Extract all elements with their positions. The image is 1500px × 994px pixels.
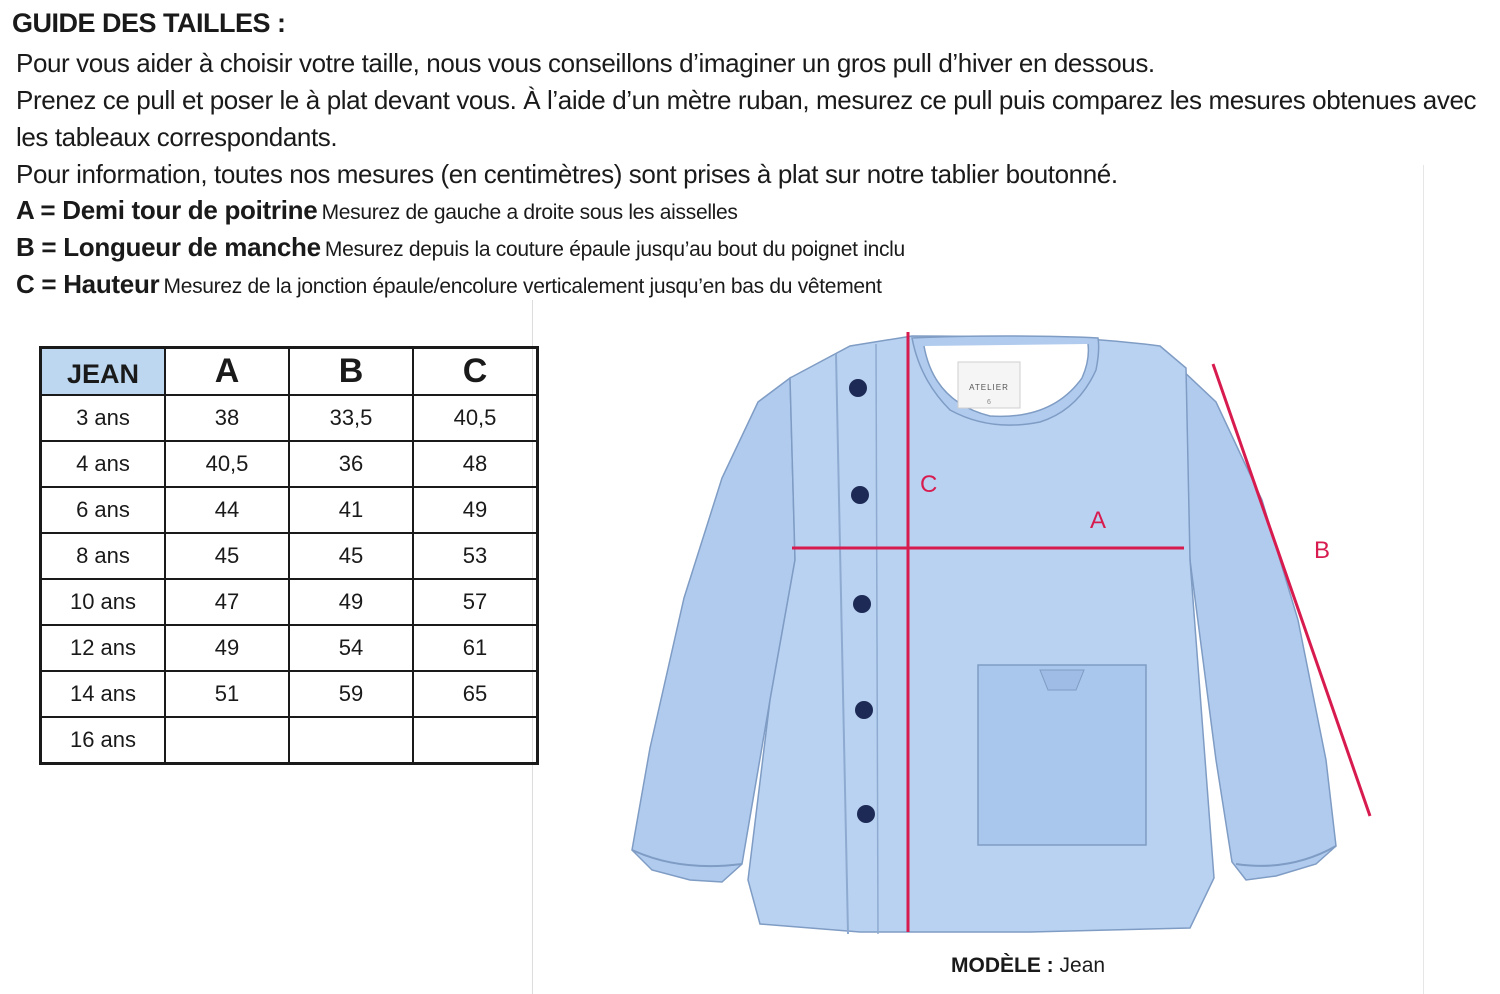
a-cell: 44 — [165, 487, 289, 533]
label-b: B — [1314, 537, 1331, 564]
label-a: A — [1090, 507, 1107, 534]
table-row — [41, 487, 538, 533]
c-cell — [413, 717, 538, 764]
table-row — [41, 671, 538, 717]
table-row — [41, 395, 538, 441]
a-cell: 49 — [165, 625, 289, 671]
definition-a-key: A = Demi tour de poitrine — [16, 195, 318, 225]
page-title: GUIDE DES TAILLES : — [12, 8, 286, 38]
size-cell: 3 ans — [41, 395, 166, 441]
garment-diagram — [620, 320, 1400, 940]
label-c: C — [920, 471, 938, 498]
garment-button — [849, 379, 867, 397]
garment-shape — [632, 336, 1336, 934]
garment-button — [853, 595, 871, 613]
c-cell: 40,5 — [413, 395, 538, 441]
table-row — [41, 441, 538, 487]
definition-c-desc: Mesurez de la jonction épaule/encolure verticalement jusqu’en bas du vêtement — [163, 275, 882, 298]
c-cell: 48 — [413, 441, 538, 487]
a-cell: 51 — [165, 671, 289, 717]
model-caption — [951, 954, 1105, 978]
caption-key: MODÈLE : — [951, 954, 1054, 977]
size-cell: 4 ans — [41, 441, 166, 487]
b-cell: 36 — [289, 441, 413, 487]
caption-value: Jean — [1059, 954, 1106, 977]
right-divider — [1423, 165, 1424, 994]
definition-b-key: B = Longueur de manche — [16, 232, 321, 262]
size-cell: 12 ans — [41, 625, 166, 671]
b-cell: 33,5 — [289, 395, 413, 441]
garment-button — [857, 805, 875, 823]
intro-paragraph-2: Prenez ce pull et poser le à plat devant vous. À l’aide d’un mètre ruban, mesurez ce pull puis comparez les mesures obtenues avec les tableaux correspondants. — [16, 85, 1477, 152]
a-cell: 45 — [165, 533, 289, 579]
header-c: C — [413, 348, 538, 396]
a-cell: 40,5 — [165, 441, 289, 487]
header-b: B — [289, 348, 413, 396]
table-header-row — [41, 348, 538, 396]
b-cell: 45 — [289, 533, 413, 579]
size-cell: 16 ans — [41, 717, 166, 764]
b-cell: 54 — [289, 625, 413, 671]
definition-a-desc: Mesurez de gauche a droite sous les aisselles — [321, 201, 738, 224]
intro-paragraph-3: Pour information, toutes nos mesures (en centimètres) sont prises à plat sur notre tablier boutonné. — [16, 159, 1118, 189]
table-row — [41, 579, 538, 625]
garment-button — [855, 701, 873, 719]
definition-b-desc: Mesurez depuis la couture épaule jusqu’au bout du poignet inclu — [324, 238, 905, 261]
brand-tag-text: ATELIER — [969, 383, 1009, 392]
definition-a — [16, 195, 738, 226]
c-cell: 61 — [413, 625, 538, 671]
table-row — [41, 533, 538, 579]
size-table — [39, 346, 539, 765]
size-cell: 6 ans — [41, 487, 166, 533]
size-cell: 10 ans — [41, 579, 166, 625]
c-cell: 53 — [413, 533, 538, 579]
b-cell: 59 — [289, 671, 413, 717]
table-row — [41, 717, 538, 764]
intro-paragraph-1: Pour vous aider à choisir votre taille, nous vous conseillons d’imaginer un gros pull d’hiver en dessous. — [16, 48, 1155, 78]
pocket — [978, 665, 1146, 845]
garment-button — [851, 486, 869, 504]
header-model: JEAN — [41, 348, 166, 396]
a-cell — [165, 717, 289, 764]
c-cell: 65 — [413, 671, 538, 717]
definition-b — [16, 232, 905, 263]
header-a: A — [165, 348, 289, 396]
definition-c-key: C = Hauteur — [16, 269, 160, 299]
c-cell: 49 — [413, 487, 538, 533]
c-cell: 57 — [413, 579, 538, 625]
definition-c — [16, 269, 882, 300]
size-cell: 14 ans — [41, 671, 166, 717]
a-cell: 38 — [165, 395, 289, 441]
size-cell: 8 ans — [41, 533, 166, 579]
b-cell: 49 — [289, 579, 413, 625]
table-row — [41, 625, 538, 671]
a-cell: 47 — [165, 579, 289, 625]
b-cell — [289, 717, 413, 764]
tag-size-text: 6 — [987, 399, 991, 406]
b-cell: 41 — [289, 487, 413, 533]
